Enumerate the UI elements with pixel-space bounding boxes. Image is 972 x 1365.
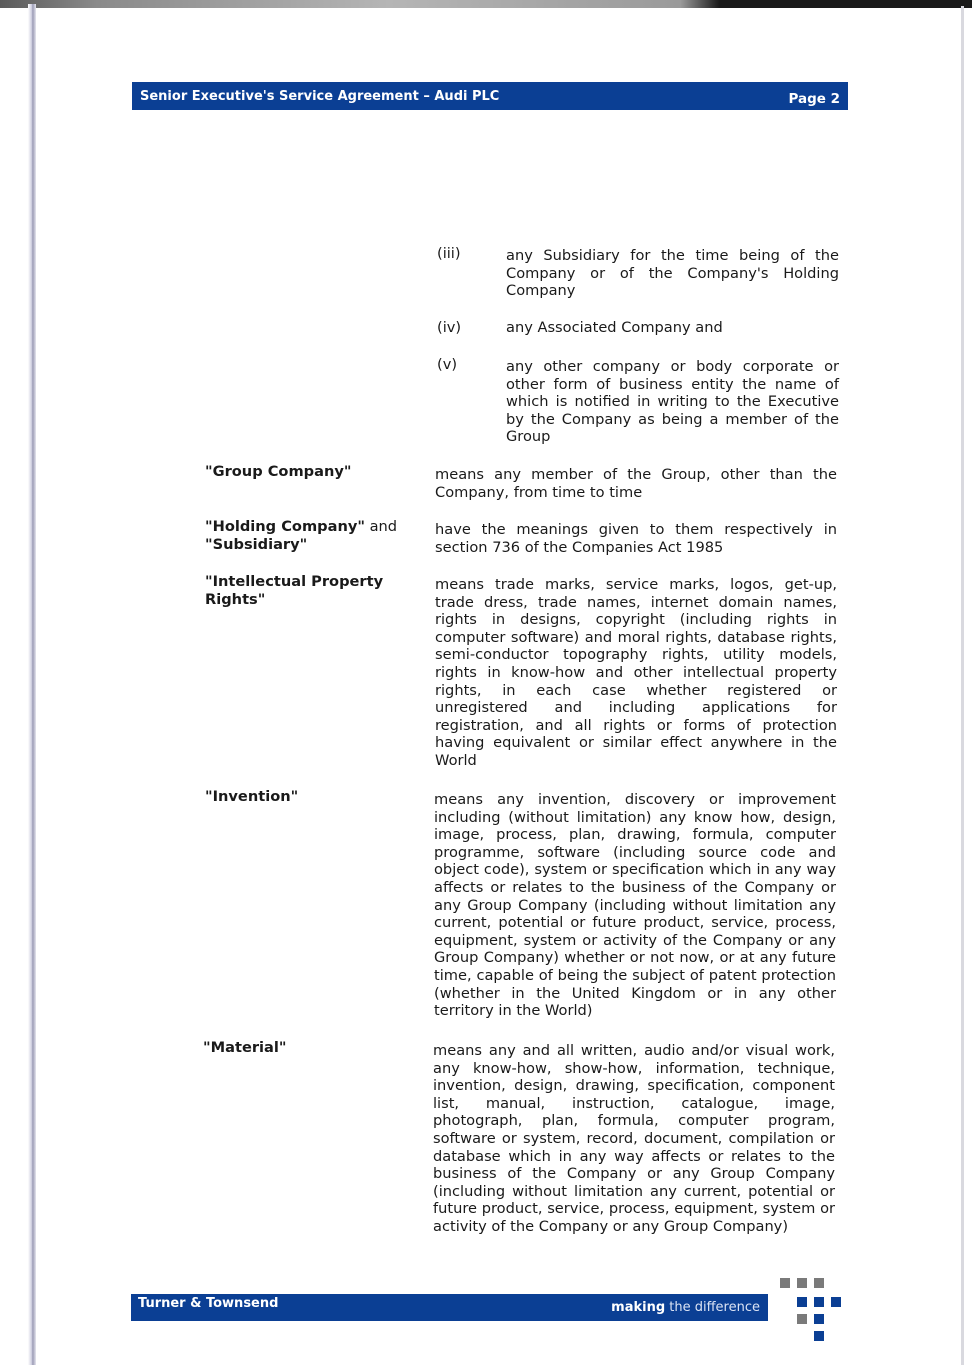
logo-square: [814, 1331, 824, 1341]
footer-tagline: [611, 1300, 760, 1315]
tagline-bold: making: [611, 1300, 666, 1315]
logo-square: [814, 1314, 824, 1324]
scan-edge-top: [0, 0, 972, 8]
definition-group-company: means any member of the Group, other than the Company, from time to time: [435, 466, 837, 501]
enum-text-iv: any Associated Company and: [506, 319, 723, 336]
definition-holding-company-subsidiary: have the meanings given to them respectively in section 736 of the Companies Act 1985: [435, 521, 837, 556]
term-holding-company: "Holding Company": [205, 518, 365, 535]
scan-edge-right: [961, 6, 964, 1365]
tagline-rest: the difference: [665, 1300, 760, 1315]
scan-edge-left: [28, 4, 36, 1365]
enum-label-iii: (iii): [437, 245, 461, 262]
term-group-company: "Group Company": [205, 463, 352, 480]
definition-intellectual-property-rights: means trade marks, service marks, logos, get-up, trade dress, trade names, internet domain names, rights in designs, copyright (including rights in computer software) and moral rights, database rights, semi-conductor topography rights, utility models, rights in know-how and other intellectual property rights, in each case whether registered or unregistered and including applications for registration, and all rights or forms of protection having equivalent or similar effect anywhere in the World: [435, 576, 837, 769]
logo-square: [797, 1297, 807, 1307]
logo-square: [814, 1278, 824, 1288]
term-invention: "Invention": [205, 788, 299, 805]
logo-square: [831, 1297, 841, 1307]
definition-material: means any and all written, audio and/or visual work, any know-how, show-how, information, technique, invention, design, drawing, specification, component list, manual, instruction, catalogue, image, photograph, plan, formula, computer program, software or system, record, document, compilation or database which in any way affects or relates to the business of the Company or any Group Company (including without limitation any current, potential or future product, service, process, equipment, system or activity of the Company or any Group Company): [433, 1042, 835, 1235]
dot-grid-logo-icon: [780, 1278, 844, 1342]
enum-text-iii: any Subsidiary for the time being of the Company or of the Company's Holding Company: [506, 247, 839, 300]
document-footer: [131, 1294, 768, 1321]
document-title: Senior Executive's Service Agreement – Audi PLC: [140, 88, 500, 104]
definition-invention: means any invention, discovery or improvement including (without limitation) any know how, design, image, process, plan, drawing, formula, computer programme, software (including source code and object code), system or specification which in any way affects or relates to the business of the Company or any Group Company (including without limitation any current, potential or future product, service, process, equipment, system or activity of the Company or any Group Company) whether or not now, or at any future time, capable of being the subject of patent protection (whether in the United Kingdom or in any other territory in the World): [434, 791, 836, 1020]
enum-label-v: (v): [437, 356, 458, 373]
term-joiner: and: [364, 518, 398, 535]
page-number: Page 2: [788, 91, 840, 107]
document-header: [132, 82, 848, 110]
logo-square: [814, 1297, 824, 1307]
enum-label-iv: (iv): [437, 319, 462, 336]
logo-square: [797, 1314, 807, 1324]
term-intellectual-property-rights: "Intellectual Property Rights": [205, 573, 384, 608]
term-holding-company-subsidiary: [205, 518, 420, 553]
logo-square: [780, 1278, 790, 1288]
term-subsidiary: "Subsidiary": [205, 535, 308, 553]
footer-company-name: Turner & Townsend: [138, 1296, 279, 1311]
term-material: "Material": [203, 1039, 287, 1056]
logo-square: [797, 1278, 807, 1288]
enum-text-v: any other company or body corporate or other form of business entity the name of which is notified in writing to the Executive by the Company as being a member of the Group: [506, 358, 839, 446]
